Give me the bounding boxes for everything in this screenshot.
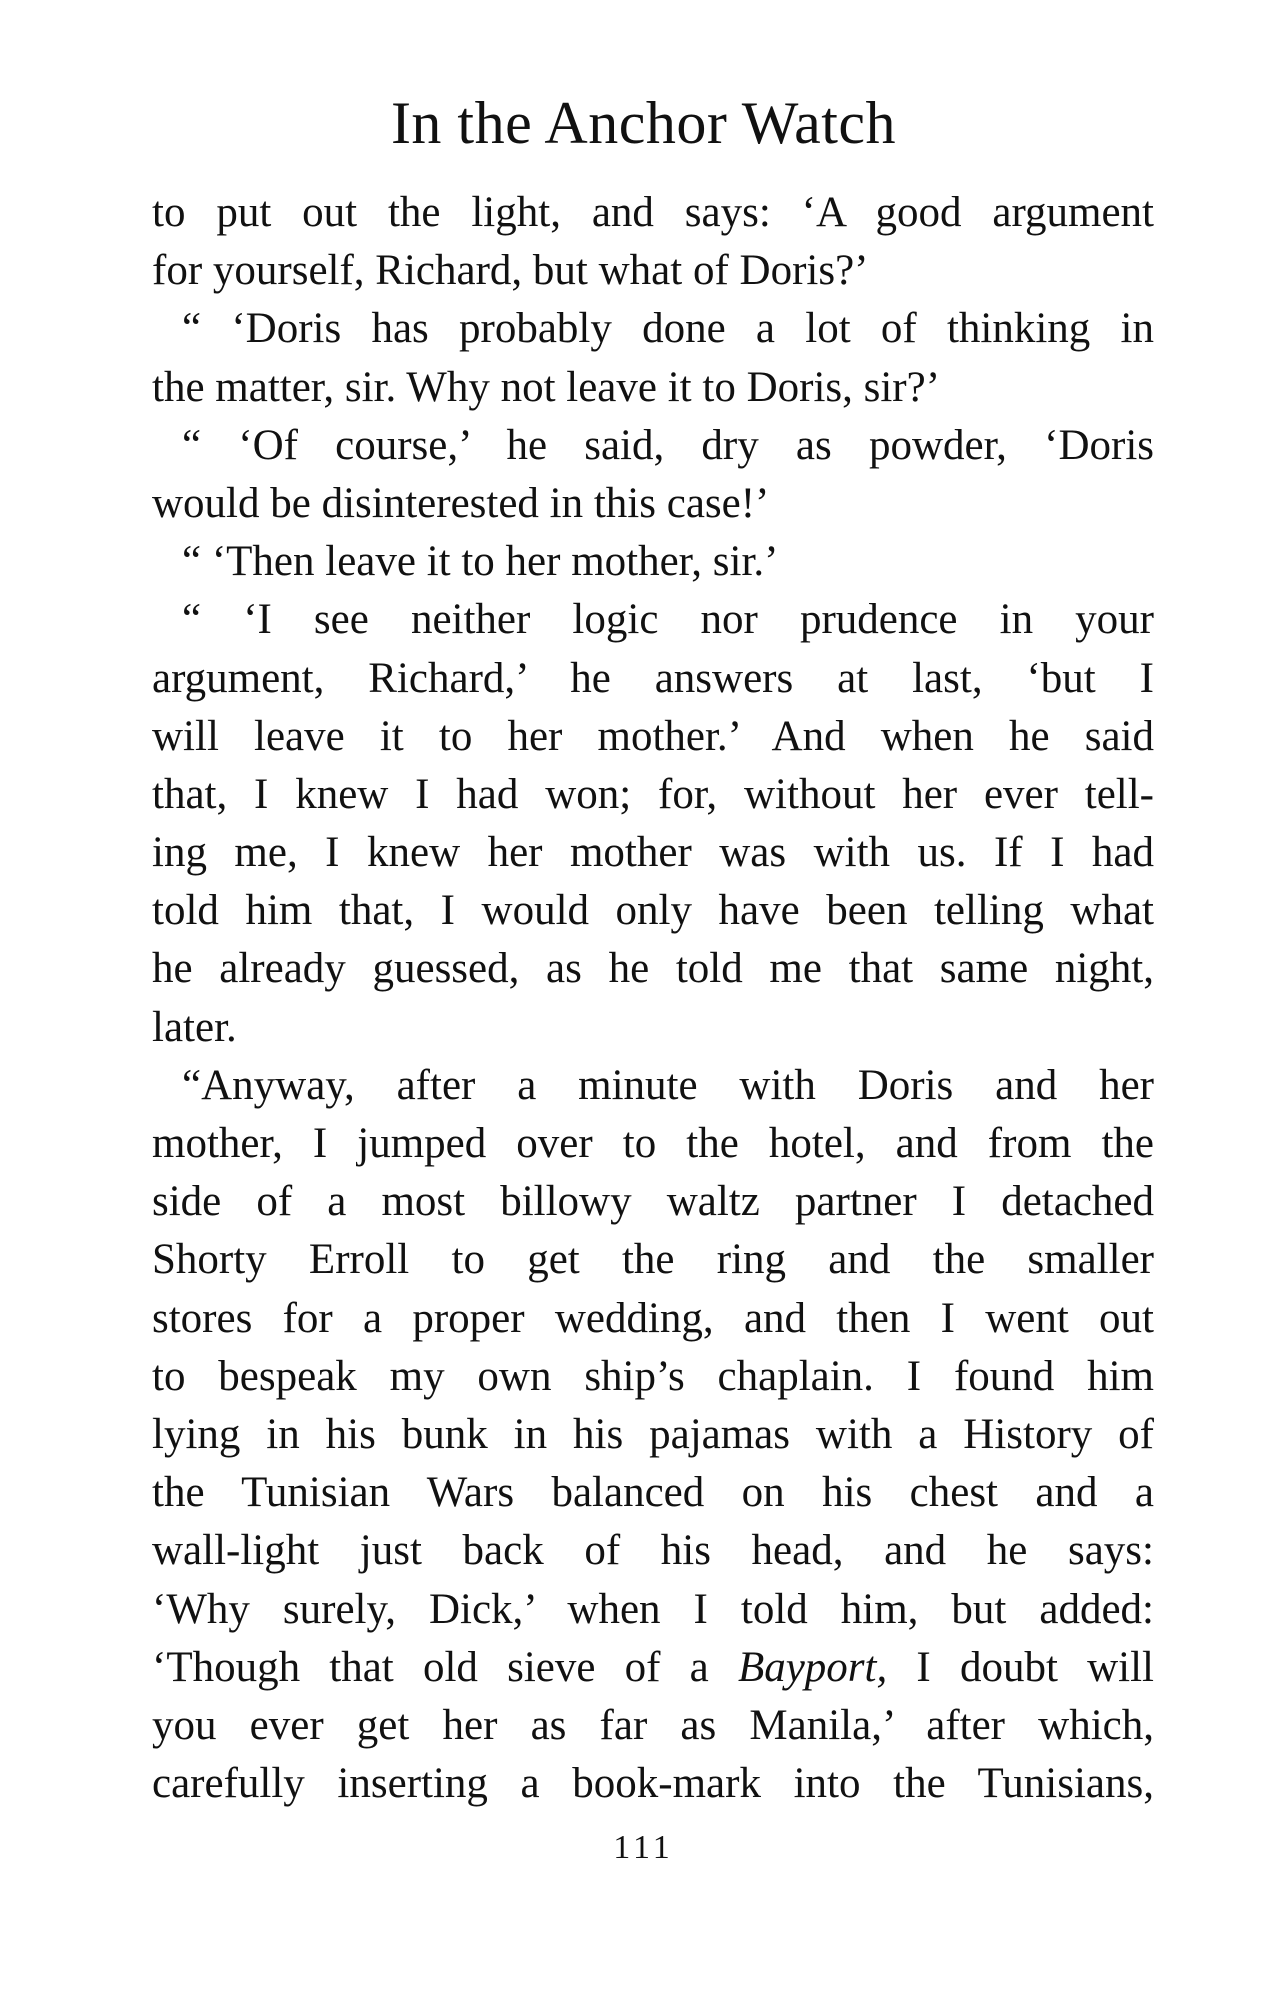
text-line: to put out the light, and says: ‘A good argument — [152, 189, 1154, 236]
body-text — [152, 184, 1154, 1813]
text-run: I doubt will — [887, 1643, 1154, 1691]
text-line: carefully inserting a book-mark into the Tunisians, — [152, 1760, 1154, 1808]
text-line: argument, Richard,’ he answers at last, ‘but I — [152, 654, 1154, 702]
text-line: “ ‘Of course,’ he said, dry as powder, ‘Doris — [182, 421, 1154, 469]
text-line: ing me, I knew her mother was with us. If I had — [152, 829, 1154, 877]
text-line: to bespeak my own ship’s chaplain. I found him — [152, 1352, 1154, 1400]
text-line: “ ‘I see neither logic nor prudence in your — [182, 596, 1154, 644]
text-line: Shorty Erroll to get the ring and the smaller — [152, 1236, 1154, 1284]
text-line: stores for a proper wedding, and then I went out — [152, 1294, 1154, 1342]
text-line: wall-light just back of his head, and he says: — [152, 1527, 1154, 1575]
text-line: side of a most billowy waltz partner I detached — [152, 1178, 1154, 1226]
text-line: mother, I jumped over to the hotel, and from the — [152, 1120, 1154, 1167]
text-line: for yourself, Richard, but what of Doris?’ — [152, 247, 869, 295]
text-line: would be disinterested in this case!’ — [152, 479, 770, 527]
text-line: ‘Why surely, Dick,’ when I told him, but added: — [152, 1585, 1154, 1633]
text-line: told him that, I would only have been telling what — [152, 887, 1154, 935]
text-line: “ ‘Doris has probably done a lot of thinking in — [182, 305, 1154, 353]
running-head: In the Anchor Watch — [390, 90, 897, 156]
text-run: ‘Though that old sieve of a — [152, 1643, 738, 1691]
text-line: lying in his bunk in his pajamas with a History of — [152, 1410, 1154, 1458]
text-line: will leave it to her mother.’ And when he said — [152, 712, 1154, 760]
text-line: “Anyway, after a minute with Doris and her — [182, 1061, 1154, 1109]
italic-ship-name: Bayport, — [737, 1643, 888, 1691]
text-line — [152, 1639, 1154, 1697]
text-line: the Tunisian Wars balanced on his chest and a — [152, 1469, 1154, 1517]
text-line: that, I knew I had won; for, without her ever tell- — [152, 770, 1154, 818]
page-number: 111 — [613, 1829, 674, 1866]
text-line: later. — [152, 1003, 237, 1051]
text-line: “ ‘Then leave it to her mother, sir.’ — [182, 538, 779, 586]
text-line: he already guessed, as he told me that same night, — [152, 945, 1154, 993]
text-line: the matter, sir. Why not leave it to Doris, sir?’ — [152, 363, 941, 411]
text-line: you ever get her as far as Manila,’ after which, — [152, 1701, 1154, 1749]
